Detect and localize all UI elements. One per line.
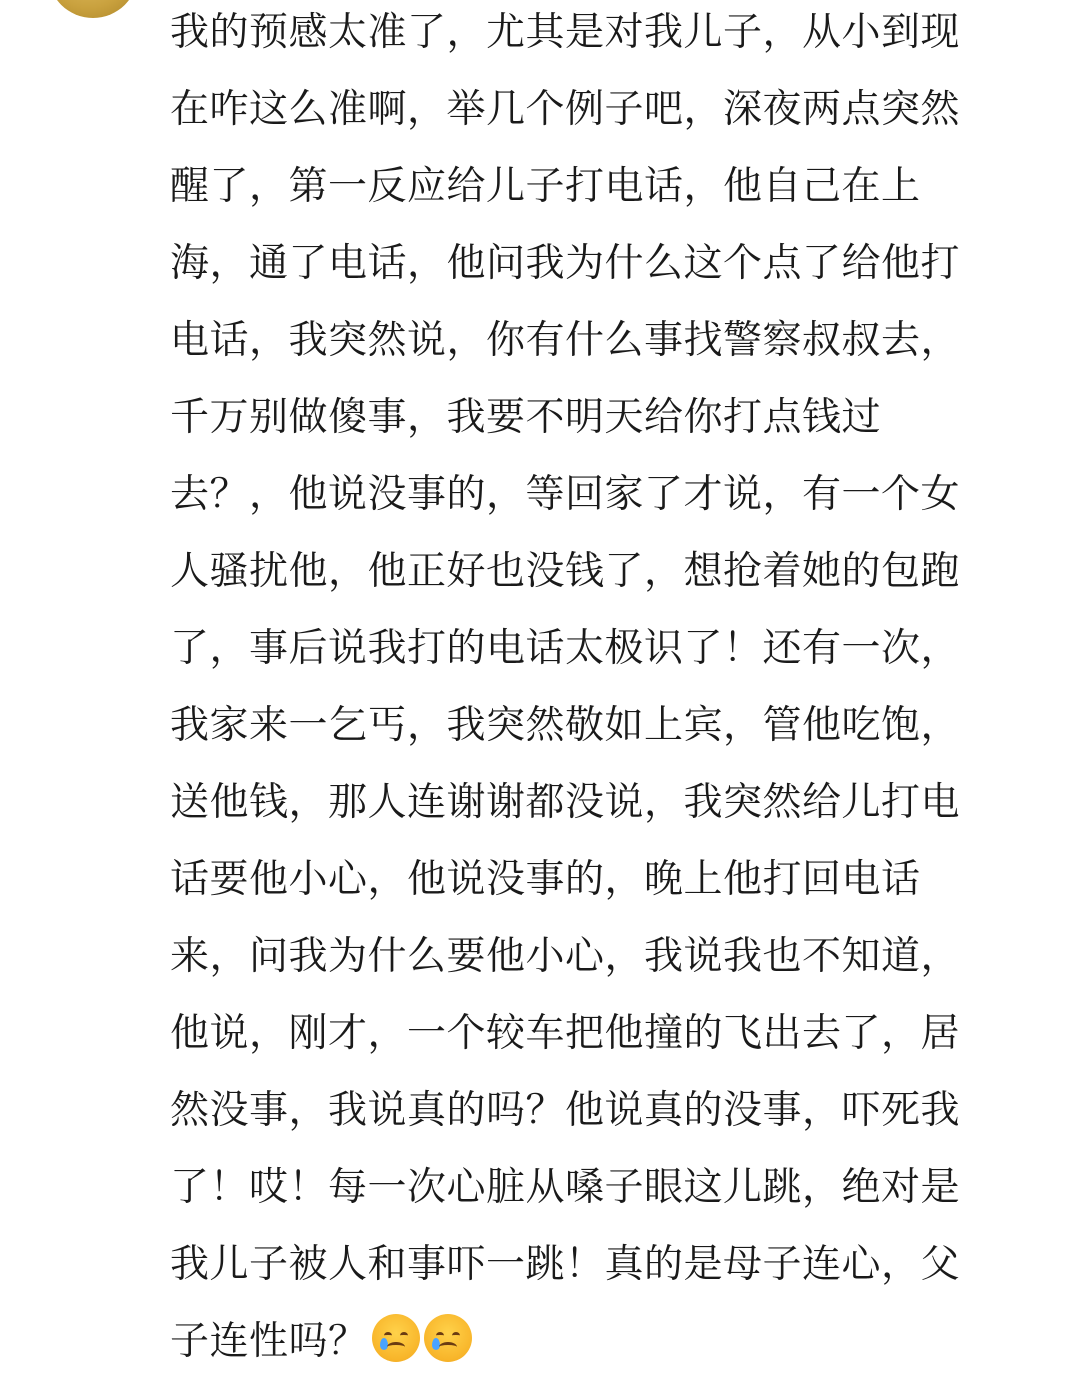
- crying-face-icon: [372, 1314, 420, 1362]
- comment-line: 去？，他说没事的，等回家了才说，有一个女: [170, 472, 961, 517]
- comment-line: 我家来一乞丐，我突然敬如上宾，管他吃饱，: [170, 703, 961, 748]
- comment-line: 送他钱，那人连谢谢都没说，我突然给儿打电: [170, 780, 961, 825]
- comment-line: 我儿子被人和事吓一跳！真的是母子连心，父: [170, 1242, 961, 1287]
- comment-line: 来，问我为什么要他小心，我说我也不知道，: [170, 934, 961, 979]
- comment-line: 海，通了电话，他问我为什么这个点了给他打: [170, 241, 961, 286]
- crying-face-icon: [424, 1314, 472, 1362]
- comment-body: [170, 0, 1040, 1386]
- comment-line: 他说，刚才，一个较车把他撞的飞出去了，居: [170, 1011, 961, 1056]
- avatar[interactable]: [48, 0, 138, 18]
- comment-line: 话要他小心，他说没事的，晚上他打回电话: [170, 857, 921, 902]
- comment-line: 我的预感太准了，尤其是对我儿子，从小到现: [170, 10, 961, 55]
- comment-line: 人骚扰他，他正好也没钱了，想抢着她的包跑: [170, 549, 961, 594]
- comment-line: 千万别做傻事，我要不明天给你打点钱过: [170, 395, 882, 440]
- comment-line-last: [170, 1309, 1040, 1386]
- comment-line: 电话，我突然说，你有什么事找警察叔叔去，: [170, 318, 961, 363]
- comment-line: 在咋这么准啊，举几个例子吧，深夜两点突然: [170, 87, 961, 132]
- comment-line: 然没事，我说真的吗？他说真的没事，吓死我: [170, 1088, 961, 1133]
- comment-line: 了，事后说我打的电话太极识了！还有一次，: [170, 626, 961, 671]
- comment-line-text: 子连性吗？: [170, 1319, 368, 1364]
- comment-line: 了！哎！每一次心脏从嗓子眼这儿跳，绝对是: [170, 1165, 961, 1210]
- comment-line: 醒了，第一反应给儿子打电话，他自己在上: [170, 164, 921, 209]
